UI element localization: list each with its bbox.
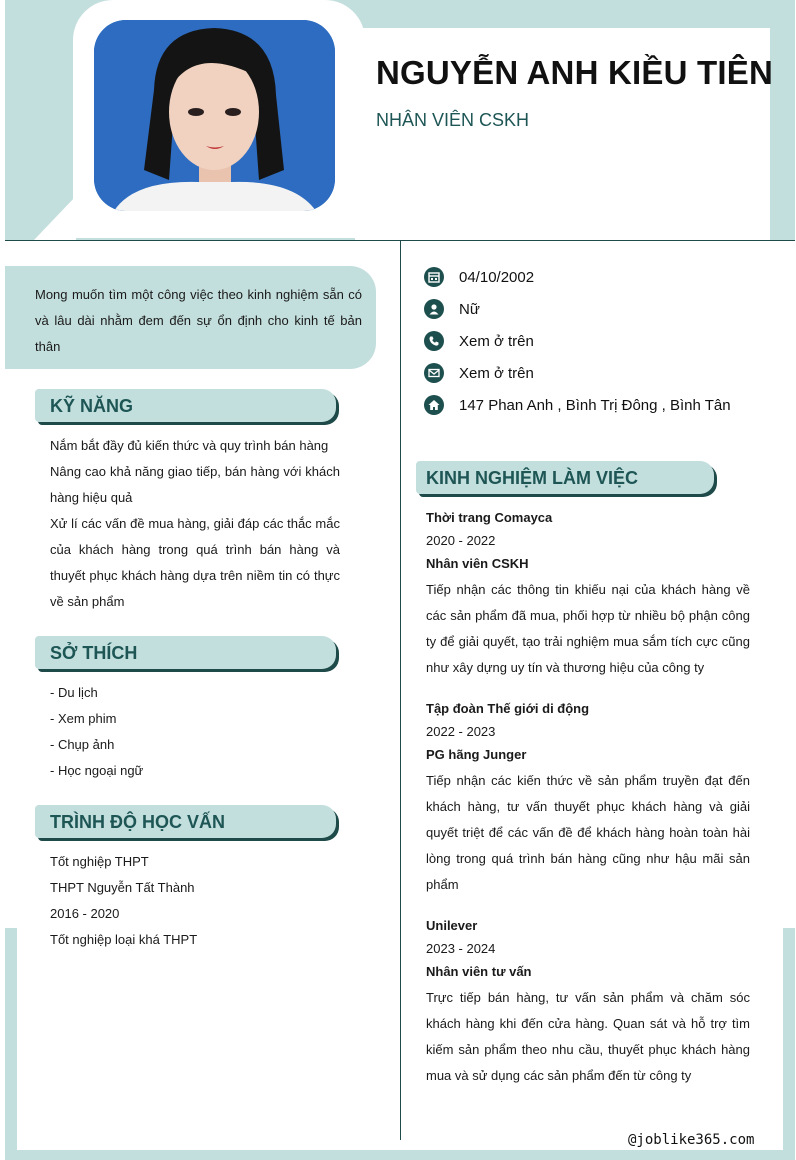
job-position: PG hãng Junger <box>426 747 527 762</box>
mail-icon <box>424 363 444 383</box>
frame-bottom <box>5 1150 795 1160</box>
skill-item: Nâng cao khả năng giao tiếp, bán hàng với khách hàng hiệu quả <box>50 464 340 505</box>
job-description: Tiếp nhận các thông tin khiếu nại của khách hàng về các sản phẩm đã mua, phối hợp từ nhiều bộ phận công ty để giải quyết, tạo trải nghiệm mua sắm tích cực cũng như xây dựng uy tín và thương hiệu của công ty <box>426 582 750 675</box>
footer-watermark: @joblike365.com <box>628 1132 755 1148</box>
candidate-name: NGUYỄN ANH KIỀU TIÊN <box>376 54 773 91</box>
hobby-item: - Du lịch <box>50 685 98 700</box>
job-description: Tiếp nhận các kiến thức về sản phẩm truyền đạt đến khách hàng, tư vấn thuyết phục khách hàng và giải quyết triệt để các vấn đề để khách hàng hoàn toàn hài lòng trong quá trình bán hàng cũng như hậu mãi sản phẩm <box>426 773 750 892</box>
phone-value: Xem ở trên <box>459 332 534 350</box>
experience-heading: KINH NGHIỆM LÀM VIỆC <box>416 461 714 494</box>
calendar-icon <box>424 267 444 287</box>
education-list <box>50 849 340 953</box>
birthday-value: 04/10/2002 <box>459 268 535 286</box>
contact-address <box>424 394 731 416</box>
education-line: 2016 - 2020 <box>50 906 120 921</box>
job-company: Thời trang Comayca <box>426 510 553 525</box>
hobby-item: - Chụp ảnh <box>50 737 115 752</box>
hobbies-list <box>50 680 340 784</box>
email-value: Xem ở trên <box>459 364 534 382</box>
hobby-item: - Xem phim <box>50 711 117 726</box>
phone-icon <box>424 331 444 351</box>
home-icon <box>424 395 444 415</box>
job-period: 2022 - 2023 <box>426 724 496 739</box>
photo-frame-corner <box>34 196 76 240</box>
career-objective: Mong muốn tìm một công việc theo kinh nghiệm sẵn có và lâu dài nhằm đem đến sự ổn định cho kinh tế bản thân <box>5 266 376 369</box>
frame-right <box>783 928 795 1160</box>
job-description: Trực tiếp bán hàng, tư vấn sản phẩm và chăm sóc khách hàng khi đến cửa hàng. Quan sát và hỗ trợ tìm kiếm sản phẩm theo nhu cầu, thuyết phục khách hàng mua và sử dụng các sản phẩm đến từ công ty <box>426 990 750 1083</box>
contact-birthday <box>424 266 534 288</box>
job-entry <box>426 506 750 681</box>
education-line: Tốt nghiệp THPT <box>50 854 149 869</box>
education-line: THPT Nguyễn Tất Thành <box>50 880 195 895</box>
job-company: Unilever <box>426 918 478 933</box>
address-value: 147 Phan Anh , Bình Trị Đông , Bình Tân <box>459 396 731 414</box>
gender-value: Nữ <box>459 300 480 318</box>
skills-list <box>50 433 340 615</box>
hobby-item: - Học ngoại ngữ <box>50 763 144 778</box>
profile-photo <box>94 20 335 211</box>
education-heading: TRÌNH ĐỘ HỌC VẤN <box>35 805 336 838</box>
job-entry <box>426 697 750 898</box>
candidate-role: NHÂN VIÊN CSKH <box>376 110 530 130</box>
contact-gender <box>424 298 480 320</box>
skills-heading: KỸ NĂNG <box>35 389 336 422</box>
job-position: Nhân viên CSKH <box>426 556 529 571</box>
column-divider <box>400 240 401 1140</box>
job-period: 2020 - 2022 <box>426 533 496 548</box>
contact-email <box>424 362 534 384</box>
contact-phone <box>424 330 534 352</box>
job-company: Tập đoàn Thế giới di động <box>426 701 590 716</box>
skill-item: Nắm bắt đầy đủ kiến thức và quy trình bán hàng <box>50 438 329 453</box>
frame-left <box>5 928 17 1160</box>
education-line: Tốt nghiệp loại khá THPT <box>50 932 198 947</box>
hobbies-heading: SỞ THÍCH <box>35 636 336 669</box>
person-icon <box>424 299 444 319</box>
job-period: 2023 - 2024 <box>426 941 496 956</box>
skill-item: Xử lí các vấn đề mua hàng, giải đáp các thắc mắc của khách hàng trong quá trình bán hàng và thuyết phục khách hàng dựa trên niềm tin có thực về sản phẩm <box>50 516 340 609</box>
job-entry <box>426 914 750 1089</box>
job-position: Nhân viên tư vấn <box>426 964 532 979</box>
profile-photo-illustration <box>94 20 335 211</box>
